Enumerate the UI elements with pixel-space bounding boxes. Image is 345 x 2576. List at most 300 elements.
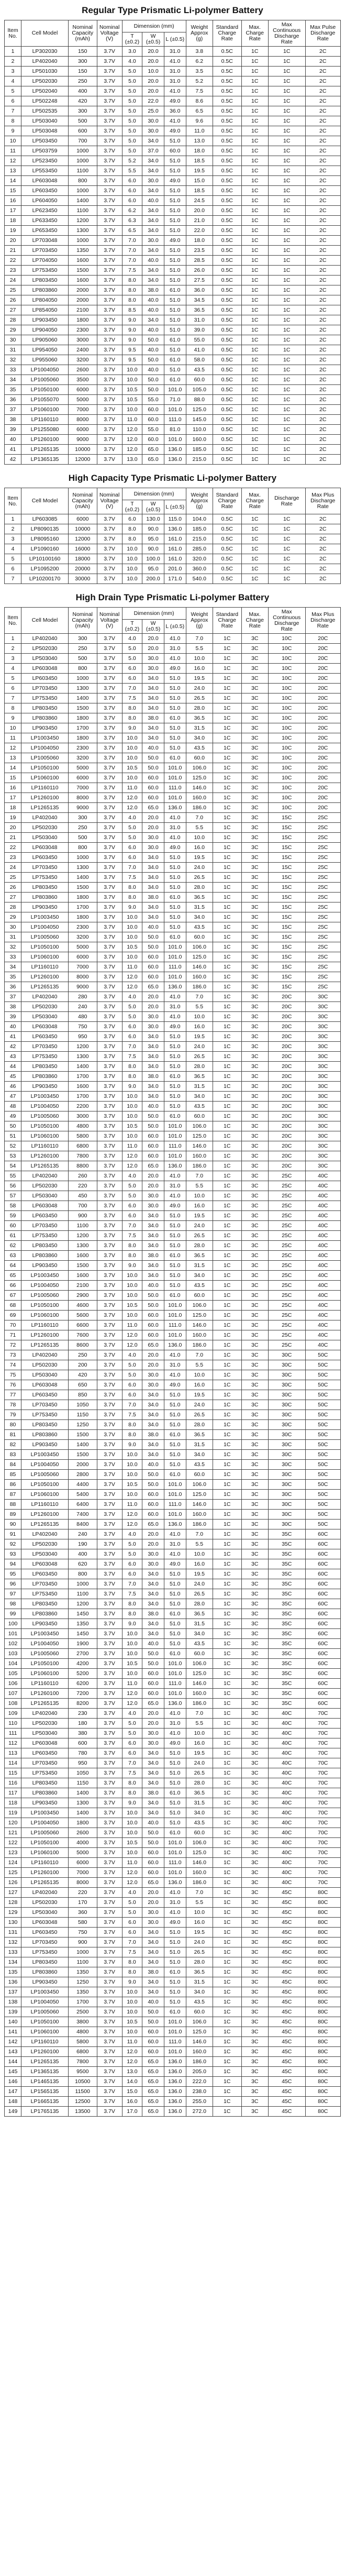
table-cell: 101.0 — [164, 1659, 186, 1669]
table-row — [5, 1340, 341, 1350]
table-cell: 51.0 — [164, 216, 186, 226]
table-cell: 1C — [268, 276, 305, 285]
table-cell: 1350 — [68, 246, 97, 256]
table-cell: 40.0 — [142, 305, 164, 315]
table-cell: 60C — [305, 1629, 340, 1639]
table-cell: 80C — [305, 2107, 340, 2117]
table-cell: 30C — [268, 1380, 305, 1390]
table-row — [5, 1669, 341, 1679]
table-cell: 6.2 — [186, 57, 213, 67]
table-cell: 61.0 — [164, 1430, 186, 1440]
table-cell: 3C — [241, 674, 268, 684]
table-cell: 1C — [241, 574, 268, 584]
table-cell: 61.0 — [164, 1072, 186, 1082]
table-cell: 3.7V — [97, 942, 122, 952]
table-row — [5, 1808, 341, 1818]
table-cell: 2 — [5, 644, 21, 654]
table-row — [5, 305, 341, 315]
table-cell: 1C — [213, 1937, 241, 1947]
table-cell: 5.5 — [186, 644, 213, 654]
table-cell: 40C — [268, 1838, 305, 1848]
table-row — [5, 1549, 341, 1559]
table-cell: 80C — [305, 2087, 340, 2097]
table-cell: 360 — [68, 1908, 97, 1918]
table-cell: 3C — [241, 1858, 268, 1868]
table-cell: 31.0 — [164, 1181, 186, 1191]
table-cell: 15.0 — [186, 176, 213, 186]
table-cell: 500 — [68, 116, 97, 126]
table-cell: 37 — [5, 992, 21, 1002]
table-cell: 3.7V — [97, 1221, 122, 1231]
table-cell: 3.7V — [97, 893, 122, 902]
table-cell: 127 — [5, 1888, 21, 1898]
table-cell: 3.7V — [97, 693, 122, 703]
table-cell: 1C — [213, 1888, 241, 1898]
table-cell: 40C — [305, 1340, 340, 1350]
table-cell: 26.5 — [186, 1947, 213, 1957]
table-cell: 101 — [5, 1629, 21, 1639]
table-row — [5, 902, 341, 912]
table-cell: LP503040 — [21, 1729, 69, 1738]
table-cell: 62 — [5, 1241, 21, 1251]
table-cell: 2C — [305, 47, 340, 57]
table-cell: LP753450 — [21, 693, 69, 703]
table-cell: 3C — [241, 2017, 268, 2027]
table-cell: 1C — [213, 654, 241, 664]
table-cell: 3.7V — [97, 554, 122, 564]
table-cell: 2C — [305, 276, 340, 285]
table-cell: 3.7V — [97, 176, 122, 186]
table-row — [5, 1679, 341, 1689]
table-cell: 10C — [268, 713, 305, 723]
section-title: High Drain Type Prismatic Li-polymer Battery — [75, 592, 270, 602]
table-cell: 34.0 — [142, 1390, 164, 1400]
table-cell: 30C — [268, 1410, 305, 1420]
table-cell: 50 — [5, 1121, 21, 1131]
table-cell: 1C — [213, 1539, 241, 1549]
table-cell: 35C — [268, 1569, 305, 1579]
table-cell: 1300 — [68, 226, 97, 236]
table-cell: 30C — [268, 1450, 305, 1460]
table-cell: 2400 — [68, 345, 97, 355]
table-cell: 55.0 — [142, 395, 164, 405]
table-cell: 1400 — [68, 1788, 97, 1798]
table-cell: LP502030 — [21, 1181, 69, 1191]
table-row — [5, 445, 341, 455]
table-cell: 2C — [305, 385, 340, 395]
table-cell: 1C — [213, 1768, 241, 1778]
table-cell: 45C — [268, 1947, 305, 1957]
table-cell: 2300 — [68, 922, 97, 932]
table-cell: 0.5C — [213, 385, 241, 395]
table-cell: 27 — [5, 893, 21, 902]
table-cell: 40C — [268, 1788, 305, 1798]
table-cell: LP803860 — [21, 893, 69, 902]
table-cell: 45C — [268, 2097, 305, 2107]
table-cell: 34.0 — [142, 1221, 164, 1231]
table-cell: 3.7V — [97, 763, 122, 773]
table-cell: 3C — [241, 654, 268, 664]
table-cell: 41.0 — [164, 1171, 186, 1181]
table-cell: 34.0 — [142, 883, 164, 893]
table-cell: 101.0 — [164, 1510, 186, 1520]
table-cell: 300 — [68, 57, 97, 67]
table-cell: 10.5 — [122, 2017, 142, 2027]
table-cell: 65.0 — [142, 2057, 164, 2067]
table-cell: 106.0 — [186, 1121, 213, 1131]
table-cell: 30.0 — [142, 1559, 164, 1569]
table-cell: 40C — [305, 1330, 340, 1340]
table-cell: 60.0 — [164, 146, 186, 156]
table-cell: LP1003450 — [21, 1092, 69, 1102]
table-row — [5, 1828, 341, 1838]
table-cell: 5000 — [68, 1848, 97, 1858]
table-cell: 61.0 — [164, 753, 186, 763]
table-cell: 12.0 — [122, 1878, 142, 1888]
table-cell: 1000 — [68, 674, 97, 684]
table-row — [5, 1151, 341, 1161]
table-cell: 40.0 — [142, 365, 164, 375]
table-cell: LP553450 — [21, 166, 69, 176]
table-cell: 6200 — [68, 1679, 97, 1689]
table-cell: 3C — [241, 1460, 268, 1470]
table-cell: 6.5 — [122, 226, 142, 236]
table-cell: 10.0 — [122, 1669, 142, 1679]
table-cell: 58 — [5, 1201, 21, 1211]
table-cell: 2C — [305, 57, 340, 67]
table-cell: 61.0 — [164, 932, 186, 942]
table-row — [5, 1649, 341, 1659]
table-cell: 3.7V — [97, 1500, 122, 1510]
table-cell: 1800 — [68, 733, 97, 743]
table-cell: 3.7V — [97, 783, 122, 793]
table-cell: 1050 — [68, 1768, 97, 1778]
table-cell: 15C — [268, 942, 305, 952]
table-cell: 0.5C — [213, 554, 241, 564]
table-cell: 1300 — [68, 1798, 97, 1808]
table-cell: 186.0 — [186, 1161, 213, 1171]
table-cell: 10.0 — [122, 544, 142, 554]
table-cell: 3.7V — [97, 634, 122, 644]
table-cell: 250 — [68, 1350, 97, 1360]
table-row — [5, 76, 341, 86]
table-cell: 3.7V — [97, 435, 122, 445]
table-cell: LP803450 — [21, 703, 69, 713]
table-row — [5, 1062, 341, 1072]
table-cell: LP1090160 — [21, 544, 69, 554]
table-cell: 3C — [241, 1042, 268, 1052]
table-cell: 65.0 — [142, 2097, 164, 2107]
header-row — [5, 608, 341, 620]
table-cell: 45C — [268, 1937, 305, 1947]
table-cell: 40C — [305, 1261, 340, 1271]
table-cell: 1C — [213, 893, 241, 902]
table-cell: 60.0 — [186, 1111, 213, 1121]
table-cell: LP1260100 — [21, 1510, 69, 1520]
table-cell: 1800 — [68, 1818, 97, 1828]
table-cell: 3C — [241, 1967, 268, 1977]
table-cell: 34.0 — [142, 1808, 164, 1818]
table-cell: 10.0 — [122, 2007, 142, 2017]
table-cell: 12.0 — [122, 2047, 142, 2057]
table-cell: 160.0 — [186, 1868, 213, 1878]
table-cell: 51.0 — [164, 684, 186, 693]
table-cell: 1C — [213, 1679, 241, 1689]
table-cell: 65.0 — [142, 1161, 164, 1171]
table-cell: 19.5 — [186, 1032, 213, 1042]
table-cell: 2C — [305, 206, 340, 216]
table-cell: 3.7V — [97, 743, 122, 753]
table-row — [5, 1171, 341, 1181]
table-cell: 3.7V — [97, 1102, 122, 1111]
table-cell: 185.0 — [186, 524, 213, 534]
table-cell: 5.5 — [186, 1181, 213, 1191]
table-cell: 77 — [5, 1390, 21, 1400]
column-header: Nominal Capacity (mAh) — [68, 608, 97, 634]
dimension-header: Dimension (mm) — [122, 488, 186, 500]
table-cell: 26.5 — [186, 1589, 213, 1599]
table-cell: 40C — [305, 1281, 340, 1291]
table-cell: 20C — [268, 1012, 305, 1022]
table-cell: 16.0 — [186, 664, 213, 674]
table-cell: 900 — [68, 1211, 97, 1221]
table-cell: 30.0 — [142, 1738, 164, 1748]
table-cell: 20.0 — [142, 1171, 164, 1181]
table-cell: 70C — [305, 1818, 340, 1828]
table-cell: 900 — [68, 1937, 97, 1947]
table-cell: LP603048 — [21, 176, 69, 186]
table-cell: 20.0 — [142, 1539, 164, 1549]
table-cell: 3.7V — [97, 902, 122, 912]
table-cell: 51.0 — [164, 873, 186, 883]
table-cell: 60C — [305, 1699, 340, 1709]
table-cell: 61.0 — [164, 1470, 186, 1480]
table-cell: LP1665135 — [21, 2097, 69, 2107]
table-cell: 41.0 — [186, 345, 213, 355]
table-cell: LP1004050 — [21, 1639, 69, 1649]
table-cell: 20C — [305, 783, 340, 793]
table-row — [5, 1281, 341, 1291]
table-cell: 185.0 — [186, 445, 213, 455]
table-cell: 3.7V — [97, 962, 122, 972]
table-cell: 1100 — [68, 1957, 97, 1967]
table-cell: 3C — [241, 723, 268, 733]
table-cell: 1C — [213, 1709, 241, 1719]
table-cell: 3C — [241, 1878, 268, 1888]
table-cell: 24.0 — [186, 684, 213, 693]
table-cell: 30C — [305, 1111, 340, 1121]
table-cell: 34.0 — [142, 1758, 164, 1768]
table-row — [5, 1460, 341, 1470]
table-row — [5, 2077, 341, 2087]
table-cell: 200.0 — [142, 574, 164, 584]
table-cell: 32 — [5, 942, 21, 952]
table-cell: 51.0 — [164, 1460, 186, 1470]
table-cell: 15C — [268, 873, 305, 883]
table-cell: 10000 — [68, 524, 97, 534]
table-cell: 146.0 — [186, 1500, 213, 1510]
table-cell: 1C — [268, 106, 305, 116]
table-cell: 40C — [268, 1798, 305, 1808]
table-cell: 25C — [305, 873, 340, 883]
table-cell: 7.5 — [122, 1768, 142, 1778]
table-cell: 0.5C — [213, 544, 241, 554]
table-cell: 18.0 — [186, 146, 213, 156]
table-cell: 7.5 — [122, 693, 142, 703]
table-cell: 70C — [305, 1828, 340, 1838]
table-cell: 0.5C — [213, 67, 241, 76]
table-cell: 1C — [213, 2077, 241, 2087]
table-cell: 19.5 — [186, 674, 213, 684]
table-cell: 186.0 — [186, 1878, 213, 1888]
table-cell: 2C — [305, 405, 340, 415]
table-cell: 20.0 — [142, 1002, 164, 1012]
table-cell: 2C — [305, 315, 340, 325]
table-cell: LP1160110 — [21, 415, 69, 425]
table-cell: 1200 — [68, 1042, 97, 1052]
table-cell: 1000 — [68, 186, 97, 196]
table-cell: 10.0 — [122, 365, 142, 375]
table-cell: 3C — [241, 1241, 268, 1251]
table-row — [5, 1659, 341, 1669]
table-cell: 2 — [5, 524, 21, 534]
table-cell: 142 — [5, 2037, 21, 2047]
table-cell: 51.0 — [164, 1211, 186, 1221]
table-cell: 18000 — [68, 554, 97, 564]
table-cell: 1200 — [68, 1599, 97, 1609]
table-cell: 15C — [268, 893, 305, 902]
table-cell: 3C — [241, 1709, 268, 1719]
table-cell: 500 — [68, 833, 97, 843]
table-cell: 3.7V — [97, 1430, 122, 1440]
table-cell: 51.0 — [164, 1629, 186, 1639]
table-cell: 19.5 — [186, 1928, 213, 1937]
table-cell: 3C — [241, 1828, 268, 1838]
table-row — [5, 1301, 341, 1311]
table-row — [5, 186, 341, 196]
table-cell: 73 — [5, 1350, 21, 1360]
table-row — [5, 166, 341, 176]
table-cell: 220 — [68, 1181, 97, 1191]
table-cell: 60.0 — [142, 773, 164, 783]
table-cell: 146 — [5, 2077, 21, 2087]
table-cell: 3.7V — [97, 1390, 122, 1400]
table-cell: 30.0 — [142, 664, 164, 674]
table-cell: 10.0 — [122, 375, 142, 385]
table-cell: 5.5 — [186, 1898, 213, 1908]
table-cell: 0.5C — [213, 256, 241, 266]
table-cell: 3C — [241, 833, 268, 843]
table-cell: 51.0 — [164, 196, 186, 206]
table-cell: 40C — [305, 1301, 340, 1311]
table-cell: 3C — [241, 893, 268, 902]
table-row — [5, 1609, 341, 1619]
table-row — [5, 733, 341, 743]
table-row — [5, 455, 341, 465]
table-cell: 60C — [305, 1669, 340, 1679]
table-cell: 34 — [5, 962, 21, 972]
table-cell: 5800 — [68, 2037, 97, 2047]
table-cell: LP803860 — [21, 1609, 69, 1619]
table-cell: LP603048 — [21, 1022, 69, 1032]
column-header: Standard Charge Rate — [213, 608, 241, 634]
table-cell: 3C — [241, 1619, 268, 1629]
table-cell: 1C — [268, 405, 305, 415]
table-cell: 26 — [5, 295, 21, 305]
table-cell: 2C — [305, 554, 340, 564]
table-cell: 45C — [268, 1928, 305, 1937]
table-cell: LP502030 — [21, 644, 69, 654]
table-cell: 6.0 — [122, 1380, 142, 1390]
table-cell: LP1565135 — [21, 2087, 69, 2097]
table-cell: LP1003450 — [21, 1271, 69, 1281]
table-cell: 6.0 — [122, 664, 142, 674]
table-cell: 51.0 — [164, 1619, 186, 1629]
table-cell: LP1060100 — [21, 952, 69, 962]
table-cell: 60.0 — [142, 1131, 164, 1141]
table-cell: LP1005060 — [21, 2007, 69, 2017]
table-cell: 8200 — [68, 1699, 97, 1709]
header-row — [5, 488, 341, 500]
table-cell: 101.0 — [164, 1848, 186, 1858]
table-cell: 3C — [241, 1410, 268, 1420]
table-cell: 10.0 — [186, 654, 213, 664]
table-cell: LP1160110 — [21, 1141, 69, 1151]
table-cell: 9.0 — [122, 1082, 142, 1092]
table-cell: 3.7V — [97, 1937, 122, 1947]
table-cell: 1C — [213, 1231, 241, 1241]
table-cell: 8.0 — [122, 1251, 142, 1261]
table-cell: 0.5C — [213, 196, 241, 206]
table-cell: 45C — [268, 1898, 305, 1908]
table-cell: LP1160110 — [21, 1679, 69, 1689]
table-cell: 3C — [241, 1062, 268, 1072]
table-cell: 99 — [5, 1609, 21, 1619]
table-cell: 20C — [305, 763, 340, 773]
table-cell: 34.0 — [142, 1928, 164, 1937]
table-cell: 16.0 — [186, 1022, 213, 1032]
column-header: T (±0.2) — [122, 500, 142, 514]
table-cell: 51.0 — [164, 276, 186, 285]
table-cell: 1C — [213, 1311, 241, 1320]
table-cell: 1050 — [68, 1400, 97, 1410]
table-cell: 13500 — [68, 2107, 97, 2117]
table-cell: 49.0 — [164, 96, 186, 106]
table-cell: 45C — [268, 1987, 305, 1997]
table-cell: 20C — [268, 1141, 305, 1151]
table-cell: 17 — [5, 793, 21, 803]
table-cell: 1C — [213, 813, 241, 823]
table-row — [5, 1510, 341, 1520]
table-cell: 0.5C — [213, 325, 241, 335]
table-row — [5, 2047, 341, 2057]
table-cell: 40C — [305, 1171, 340, 1181]
table-cell: 0.5C — [213, 47, 241, 57]
table-cell: 51.0 — [164, 1102, 186, 1111]
table-cell: 1C — [268, 415, 305, 425]
table-cell: 1800 — [68, 912, 97, 922]
table-cell: 6 — [5, 564, 21, 574]
table-cell: 2100 — [68, 1281, 97, 1291]
table-cell: 1C — [213, 1589, 241, 1599]
table-cell: 30C — [268, 1470, 305, 1480]
table-cell: 121 — [5, 1828, 21, 1838]
table-cell: 93 — [5, 1549, 21, 1559]
table-cell: 60C — [305, 1539, 340, 1549]
table-cell: 0.5C — [213, 216, 241, 226]
table-cell: 1C — [213, 1291, 241, 1301]
table-cell: 136.0 — [164, 982, 186, 992]
